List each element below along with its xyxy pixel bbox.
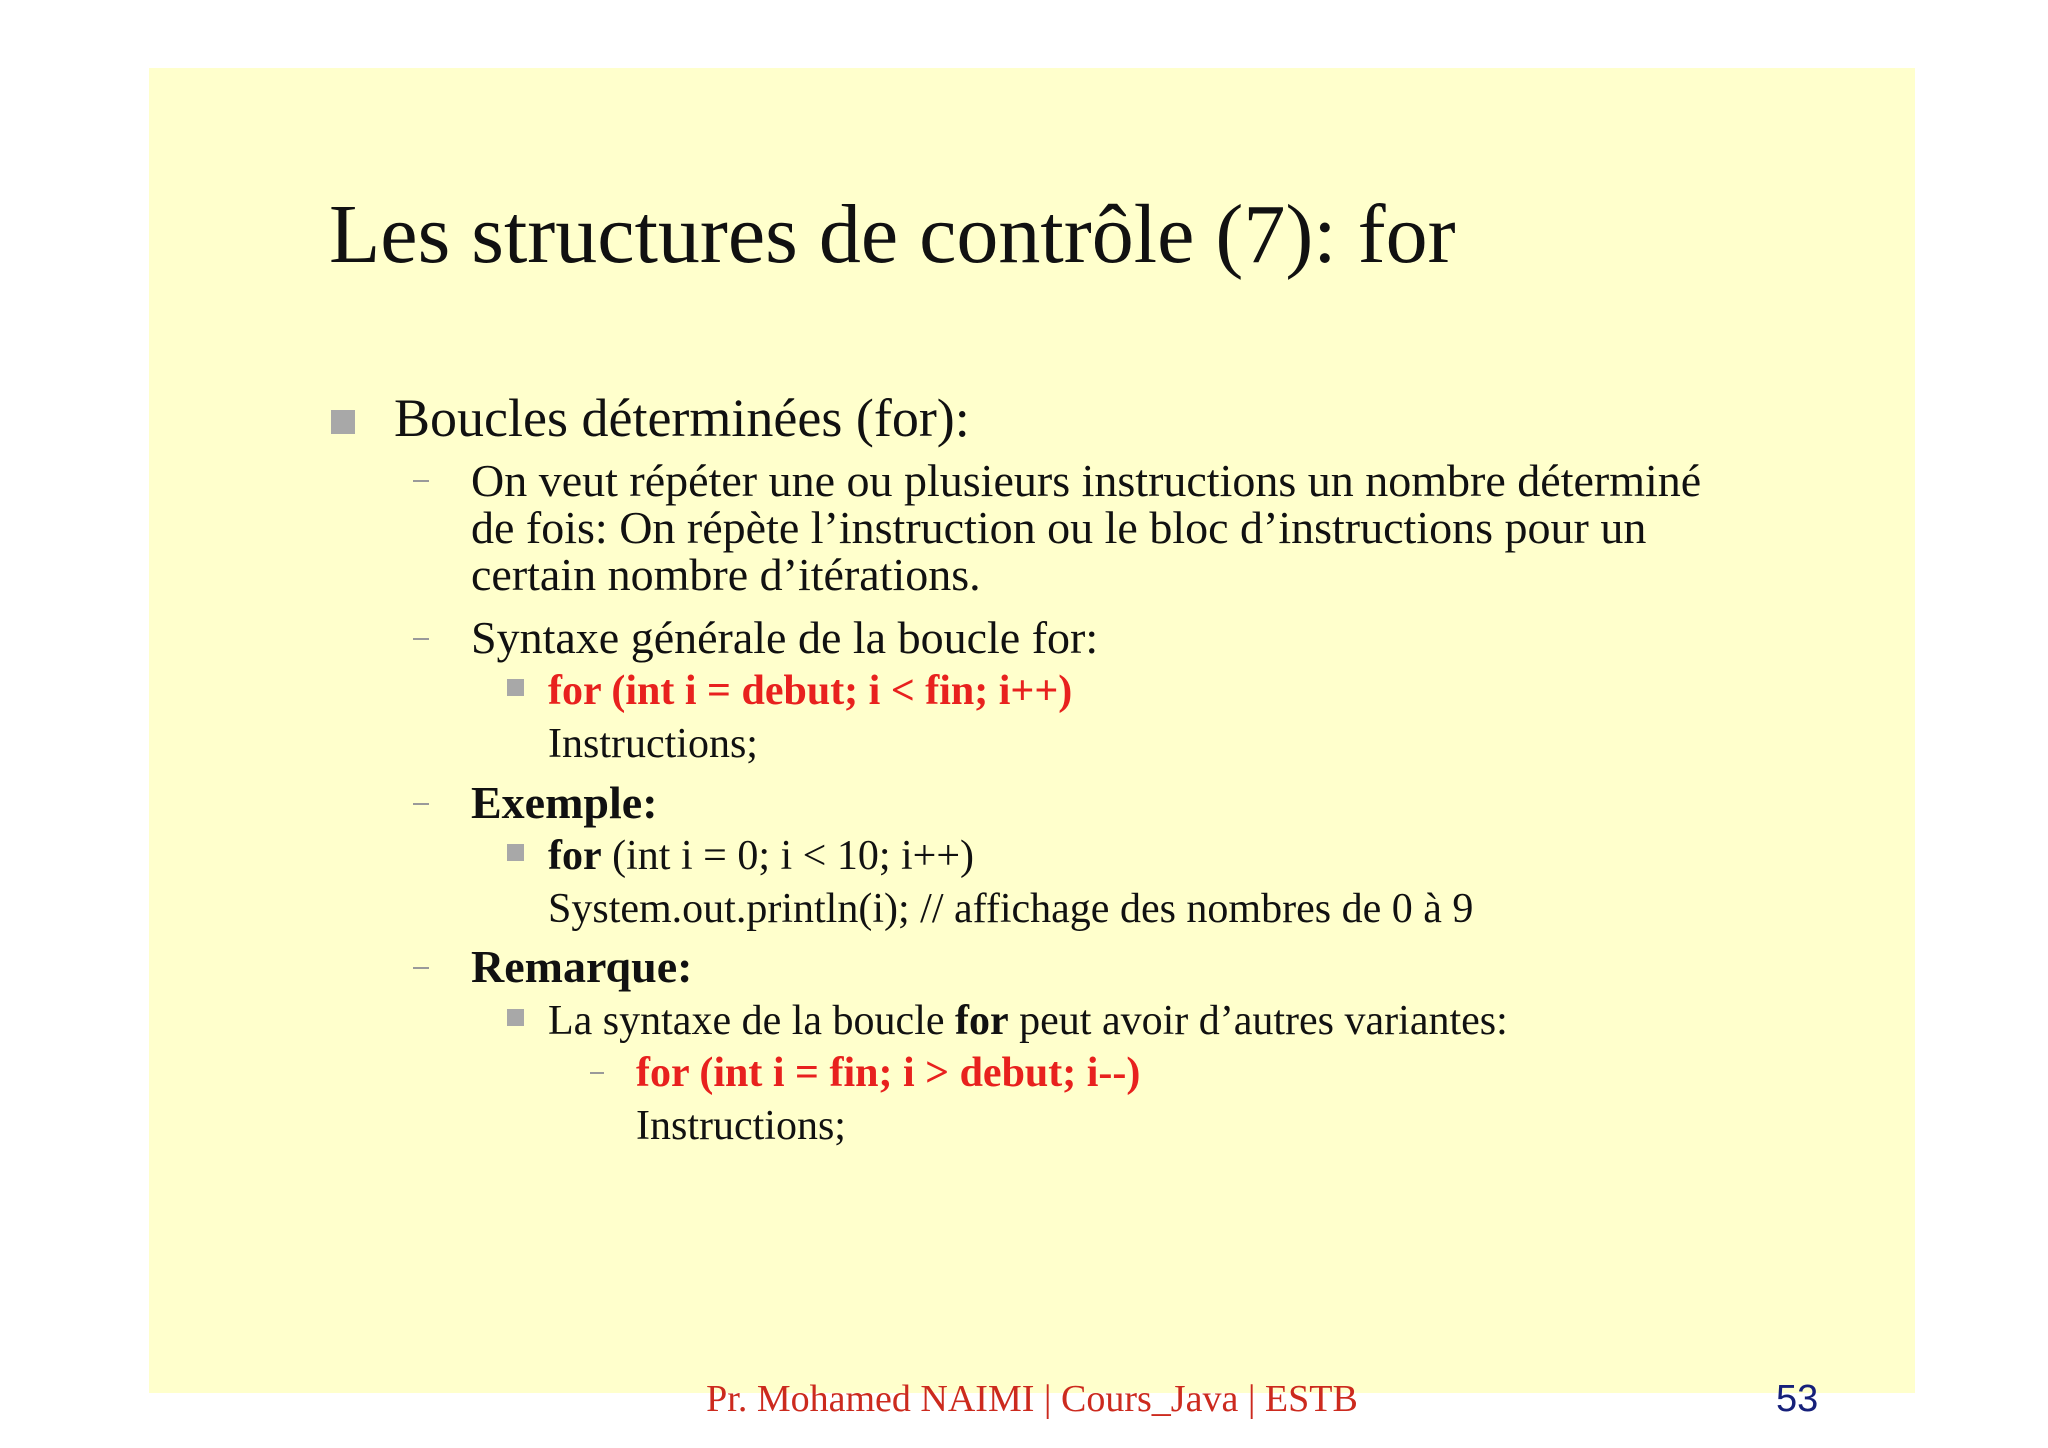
example-code [548, 835, 974, 877]
remark-text-pre: La syntaxe de la boucle [548, 998, 955, 1044]
desc-line-2: de fois: On répète l’instruction ou le bloc d’instructions pour un [471, 502, 1647, 553]
syntax-body: Instructions; [548, 721, 758, 767]
example-code-rest: (int i = 0; i < 10; i++) [601, 833, 975, 879]
remark-keyword: for [955, 998, 1009, 1044]
dash-bullet-icon [413, 967, 429, 969]
slide [149, 68, 1915, 1420]
square-bullet-icon [331, 410, 355, 434]
syntax-heading: Syntaxe générale de la boucle for: [471, 612, 1099, 663]
page-number: 53 [1776, 1378, 1819, 1420]
remark-heading: Remarque: [471, 941, 693, 992]
square-bullet-icon [507, 1009, 524, 1026]
bullet-heading: Boucles déterminées (for): [394, 388, 970, 448]
example-heading: Exemple: [471, 777, 658, 828]
square-bullet-icon [507, 844, 524, 861]
slide-title: Les structures de contrôle (7): for [329, 188, 1456, 281]
slide-footer: Pr. Mohamed NAIMI | Cours_Java | ESTB [706, 1378, 1358, 1420]
example-body: System.out.println(i); // affichage des nombres de 0 à 9 [548, 886, 1474, 932]
syntax-code: for (int i = debut; i < fin; i++) [548, 668, 1073, 714]
dash-bullet-icon [590, 1072, 604, 1074]
remark-text-post: peut avoir d’autres variantes: [1008, 998, 1508, 1044]
dash-bullet-icon [413, 480, 429, 482]
dash-bullet-icon [413, 803, 429, 805]
variant-code: for (int i = fin; i > debut; i--) [636, 1050, 1141, 1096]
square-bullet-icon [507, 679, 524, 696]
desc-line-1: On veut répéter une ou plusieurs instructions un nombre déterminé [471, 455, 1702, 506]
dash-bullet-icon [413, 638, 429, 640]
example-keyword: for [548, 833, 602, 879]
variant-body: Instructions; [636, 1103, 846, 1149]
remark-text [548, 1000, 1508, 1042]
desc-line-3: certain nombre d’itérations. [471, 549, 981, 600]
